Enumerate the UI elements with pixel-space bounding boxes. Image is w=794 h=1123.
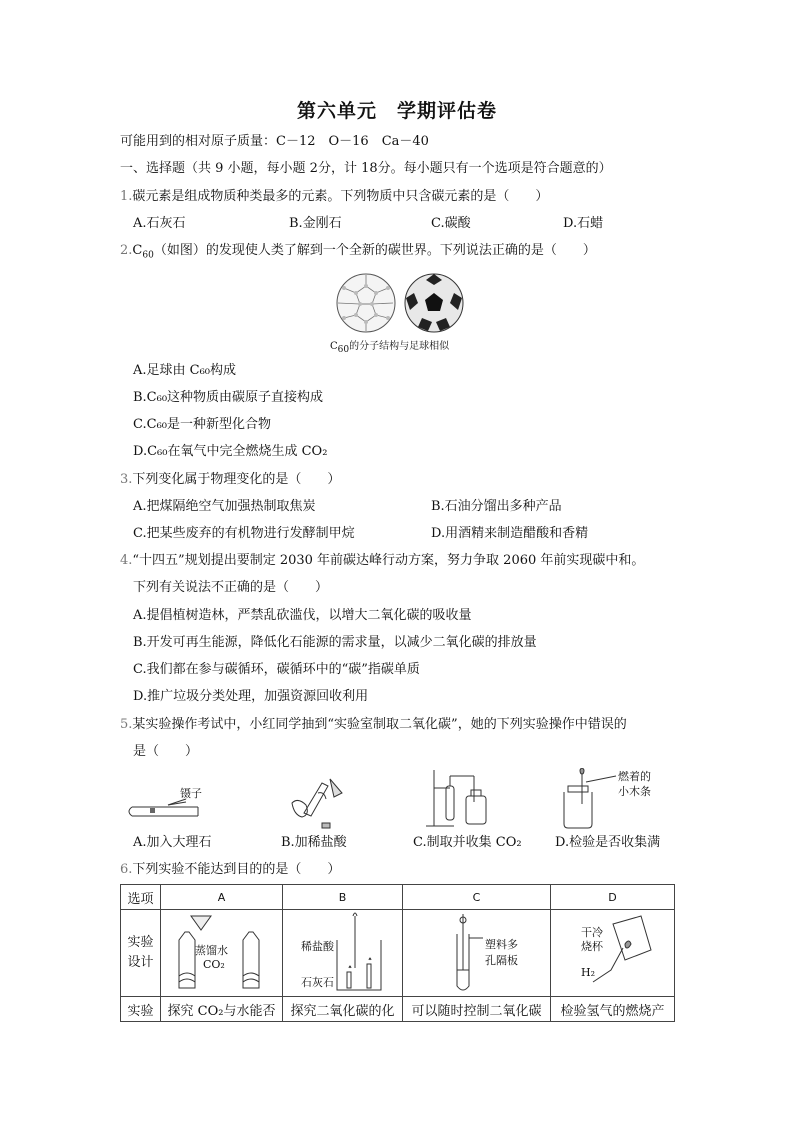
burning-label: 燃着的 <box>618 770 651 783</box>
c60-formula: $C_{60}$ <box>330 341 350 355</box>
limestone-label: 石灰石 <box>301 976 334 989</box>
table-header-row <box>121 885 675 910</box>
design-cell-c <box>403 910 551 997</box>
q3-option-b: B.石油分馏出多种产品 <box>431 499 562 514</box>
plastic-label-1: 塑料多 <box>485 938 518 951</box>
q5-figure-a <box>128 783 228 828</box>
table-row-design <box>121 910 675 997</box>
c60-figure <box>330 272 470 334</box>
row-label-line1: 实验 <box>127 935 154 950</box>
design-cell-d <box>551 910 675 997</box>
question-4-stem-cont: 下列有关说法不正确的是（ ） <box>133 580 329 595</box>
gas-collection-apparatus-icon <box>426 770 486 826</box>
q5-figure-d <box>556 768 676 830</box>
q1-option-a: A.石灰石 <box>133 216 186 231</box>
q1-option-b: B.金刚石 <box>289 216 342 231</box>
q5-option-d: D.检验是否收集满 <box>555 835 661 850</box>
figure-caption <box>330 337 449 355</box>
purpose-cell-b: 探究二氧化碳的化 <box>283 997 403 1022</box>
experiment-table <box>120 884 675 1022</box>
question-stem: 碳元素是组成物质种类最多的元素。下列物质中只含碳元素的是（ ） <box>132 189 549 204</box>
q4-option-a: A.提倡植树造林，严禁乱砍滥伐，以增大二氧化碳的吸收量 <box>133 608 472 623</box>
question-1 <box>120 188 548 206</box>
cold-label-1: 干冷 <box>581 926 603 939</box>
question-number: 1. <box>120 189 133 204</box>
row-label-purpose: 实验 <box>121 997 161 1022</box>
question-number: 5. <box>120 717 133 732</box>
header-cell-option: 选项 <box>121 885 161 910</box>
q1-option-c: C.碳酸 <box>431 216 471 231</box>
question-number: 6. <box>120 862 133 877</box>
question-stem: 某实验操作考试中，小红同学抽到“实验室制取二氧化碳”，她的下列实验操作中错误的 <box>132 717 627 732</box>
purpose-cell-c: 可以随时控制二氧化碳 <box>403 997 551 1022</box>
q2-option-a: A.足球由 C₆₀构成 <box>133 363 237 378</box>
q5-option-c: C.制取并收集 CO₂ <box>413 835 522 850</box>
question-stem: 下列实验不能达到目的的是（ ） <box>132 862 341 877</box>
q4-option-b: B.开发可再生能源，降低化石能源的需求量，以减少二氧化碳的排放量 <box>133 635 537 650</box>
soccer-ball-icon <box>405 274 463 332</box>
test-tube-tweezers-icon <box>129 799 198 816</box>
beaker-candles-icon <box>337 913 381 990</box>
question-6 <box>120 861 340 879</box>
atomic-mass-note: 可能用到的相对原子质量：C－12 O－16 Ca－40 <box>120 134 429 149</box>
row-label-line2: 设计 <box>127 955 154 970</box>
q2-option-c: C.C₆₀是一种新型化合物 <box>133 417 271 432</box>
question-2 <box>120 242 596 265</box>
stick-label: 小木条 <box>618 785 651 798</box>
question-number: 4. <box>120 553 133 568</box>
header-cell-d: D <box>551 885 675 910</box>
question-4 <box>120 552 644 570</box>
header-cell-b: B <box>283 885 403 910</box>
burning-stick-bottle-icon <box>564 768 616 828</box>
q5-figure-b <box>284 775 354 833</box>
adding-acid-icon <box>292 779 342 828</box>
water-label: 蒸馏水 <box>195 944 228 957</box>
q2-option-d: D.C₆₀在氧气中完全燃烧生成 CO₂ <box>133 444 328 459</box>
cold-label-2: 烧杯 <box>581 940 603 953</box>
plastic-label-2: 孔隔板 <box>485 954 518 967</box>
question-stem: 下列变化属于物理变化的是（ ） <box>132 472 341 487</box>
table-row-purpose <box>121 997 675 1022</box>
question-number: 3. <box>120 472 133 487</box>
q5-option-b: B.加稀盐酸 <box>281 835 347 850</box>
caption-text: 的分子结构与足球相似 <box>349 341 450 352</box>
q4-option-c: C.我们都在参与碳循环，碳循环中的“碳”指碳单质 <box>133 662 420 677</box>
question-3 <box>120 471 340 489</box>
q1-option-d: D.石蜡 <box>563 216 604 231</box>
q5-figure-c <box>424 768 494 830</box>
q3-option-d: D.用酒精来制造醋酸和香精 <box>431 526 589 541</box>
tweezers-label: 镊子 <box>180 787 202 800</box>
q3-option-c: C.把某些废弃的有机物进行发酵制甲烷 <box>133 526 355 541</box>
purpose-cell-d: 检验氢气的燃烧产 <box>551 997 675 1022</box>
hcl-label: 稀盐酸 <box>301 940 334 953</box>
section-heading: 一、选择题（共 9 小题，每小题 2分，计 18分。每小题只有一个选项是符合题意的） <box>120 161 612 176</box>
row-label-design <box>121 910 161 997</box>
q4-option-d: D.推广垃圾分类处理，加强资源回收利用 <box>133 689 369 704</box>
q3-option-a: A.把煤隔绝空气加强热制取焦炭 <box>133 499 316 514</box>
question-5-stem-cont: 是（ ） <box>133 744 199 759</box>
question-5 <box>120 716 627 734</box>
question-number: 2. <box>120 243 133 258</box>
purpose-cell-a: 探究 CO₂与水能否 <box>161 997 283 1022</box>
question-stem: （如图）的发现使人类了解到一个全新的碳世界。下列说法正确的是（ ） <box>153 243 596 258</box>
h2-label: H₂ <box>581 966 596 979</box>
c60-formula: $C_{60}$ <box>132 243 154 261</box>
co2-label: CO₂ <box>203 958 225 971</box>
header-cell-a: A <box>161 885 283 910</box>
design-cell-b <box>283 910 403 997</box>
q5-option-a: A.加入大理石 <box>133 835 212 850</box>
design-cell-a <box>161 910 283 997</box>
q2-option-b: B.C₆₀这种物质由碳原子直接构成 <box>133 390 324 405</box>
page-title: 第六单元 学期评估卷 <box>296 100 497 122</box>
tube-with-plate-icon <box>457 914 483 990</box>
question-stem: “十四五”规划提出要制定 2030 年前碳达峰行动方案，努力争取 2060 年前实现碳中和。 <box>132 553 645 568</box>
header-cell-c: C <box>403 885 551 910</box>
c60-molecule-icon <box>337 274 395 332</box>
